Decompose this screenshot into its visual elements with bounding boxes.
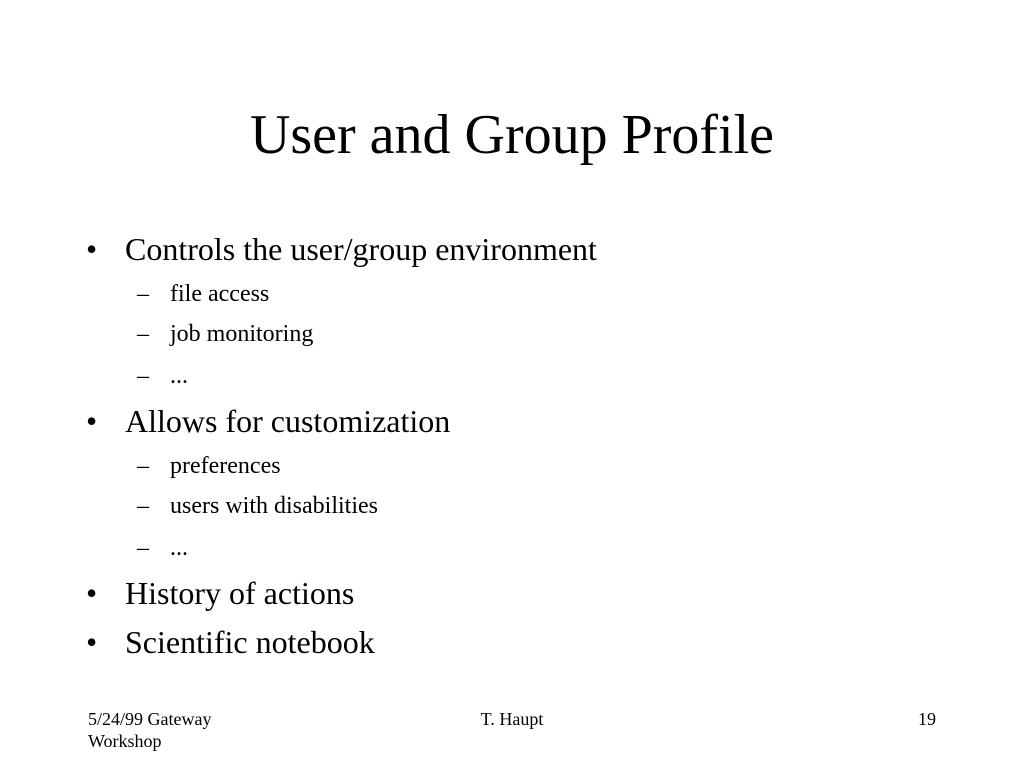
sub-bullet-text: users with disabilities [170,493,378,519]
bullet-marker: • [86,231,98,267]
sub-bullet-marker: – [137,281,149,307]
sub-bullet-text: ... [170,535,188,561]
sub-bullet-text: job monitoring [170,321,314,347]
sub-bullet-marker: – [137,493,149,519]
bullet-text: Allows for customization [125,403,451,439]
bullet-marker: • [86,575,98,611]
bullet-marker: • [86,403,98,439]
footer-date-event-line2: Workshop [88,731,162,751]
footer-page-number: 19 [918,709,936,729]
bullet-text: Controls the user/group environment [125,231,597,267]
bullet-text: Scientific notebook [125,624,375,660]
footer-author: T. Haupt [480,709,544,729]
sub-bullet-text: file access [170,281,270,307]
sub-bullet-text: ... [170,363,188,389]
sub-bullet-text: preferences [170,453,281,479]
slide-title: User and Group Profile [249,104,775,166]
sub-bullet-marker: – [137,321,149,347]
bullet-marker: • [86,624,98,660]
sub-bullet-marker: – [137,453,149,479]
bullet-text: History of actions [125,575,355,611]
sub-bullet-marker: – [137,363,149,389]
footer-date-event-line1: 5/24/99 Gateway [88,709,212,729]
sub-bullet-marker: – [137,535,149,561]
